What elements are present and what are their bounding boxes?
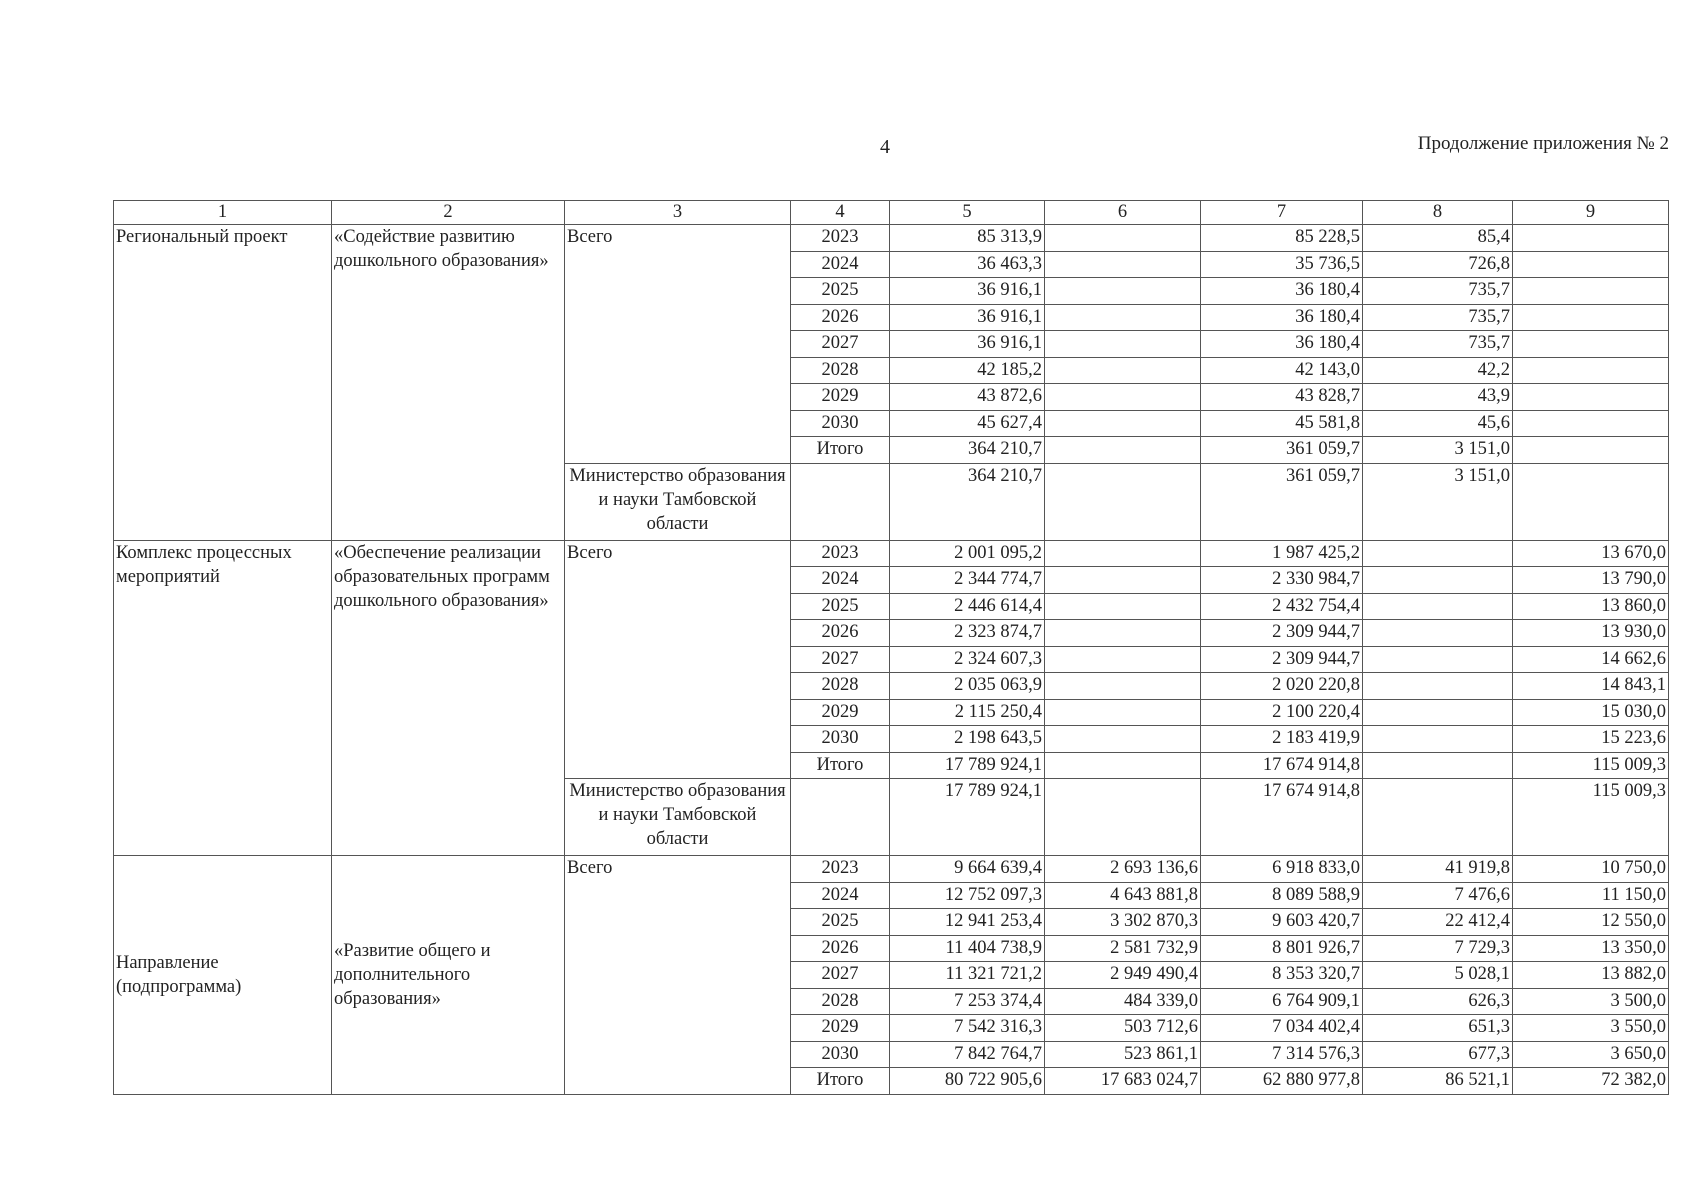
value-cell-c5: 364 210,7 [890, 437, 1045, 464]
year-cell: 2028 [791, 357, 890, 384]
year-cell: 2030 [791, 410, 890, 437]
value-cell-c5: 36 916,1 [890, 331, 1045, 358]
value-cell-c8: 86 521,1 [1363, 1068, 1513, 1095]
value-cell-c7: 8 089 588,9 [1201, 882, 1363, 909]
value-cell-c7: 2 309 944,7 [1201, 646, 1363, 673]
value-cell-c8: 42,2 [1363, 357, 1513, 384]
value-cell-c8 [1363, 699, 1513, 726]
value-cell-c7: 42 143,0 [1201, 357, 1363, 384]
value-cell-c9: 3 550,0 [1513, 1015, 1669, 1042]
value-cell-c7: 7 314 576,3 [1201, 1041, 1363, 1068]
value-cell-c8: 651,3 [1363, 1015, 1513, 1042]
value-cell-c9 [1513, 278, 1669, 305]
table-row [114, 225, 1669, 252]
value-cell-c8 [1363, 567, 1513, 594]
year-cell: 2030 [791, 726, 890, 753]
value-cell-c6 [1045, 437, 1201, 464]
value-cell-c6 [1045, 278, 1201, 305]
value-cell-c9 [1513, 437, 1669, 464]
value-cell-c6 [1045, 620, 1201, 647]
year-cell: 2029 [791, 699, 890, 726]
value-cell-c8: 85,4 [1363, 225, 1513, 252]
value-cell-c5: 43 872,6 [890, 384, 1045, 411]
value-cell-c9 [1513, 357, 1669, 384]
value-cell-c6: 2 581 732,9 [1045, 935, 1201, 962]
value-cell-c9: 14 662,6 [1513, 646, 1669, 673]
value-cell-c5: 42 185,2 [890, 357, 1045, 384]
value-cell-c9: 3 650,0 [1513, 1041, 1669, 1068]
value-cell-c5: 2 323 874,7 [890, 620, 1045, 647]
continuation-note: Продолжение приложения № 2 [1417, 133, 1669, 154]
value-cell-c6 [1045, 593, 1201, 620]
block-name: «Обеспечение реализации образовательных программ дошкольного образования» [332, 540, 565, 856]
value-cell-c7: 2 309 944,7 [1201, 620, 1363, 647]
value-cell-c5: 364 210,7 [890, 463, 1045, 540]
value-cell-c9: 72 382,0 [1513, 1068, 1669, 1095]
column-header: 5 [890, 201, 1045, 225]
value-cell-c8 [1363, 593, 1513, 620]
value-cell-c8: 45,6 [1363, 410, 1513, 437]
year-cell: 2029 [791, 1015, 890, 1042]
value-cell-c5: 7 253 374,4 [890, 988, 1045, 1015]
value-cell-c5: 9 664 639,4 [890, 856, 1045, 883]
year-cell: 2026 [791, 935, 890, 962]
column-header: 2 [332, 201, 565, 225]
value-cell-c5: 2 344 774,7 [890, 567, 1045, 594]
year-cell: 2030 [791, 1041, 890, 1068]
column-header: 3 [565, 201, 791, 225]
value-cell-c6 [1045, 225, 1201, 252]
value-cell-c7: 35 736,5 [1201, 251, 1363, 278]
value-cell-c6: 3 302 870,3 [1045, 909, 1201, 936]
value-cell-c6 [1045, 357, 1201, 384]
value-cell-c9: 13 670,0 [1513, 540, 1669, 567]
value-cell-c9 [1513, 331, 1669, 358]
value-cell-c5: 2 035 063,9 [890, 673, 1045, 700]
table-row [114, 540, 1669, 567]
value-cell-c8 [1363, 646, 1513, 673]
value-cell-c5: 2 198 643,5 [890, 726, 1045, 753]
value-cell-c9 [1513, 304, 1669, 331]
value-cell-c6 [1045, 699, 1201, 726]
value-cell-c6 [1045, 463, 1201, 540]
value-cell-c7: 2 330 984,7 [1201, 567, 1363, 594]
value-cell-c9: 13 350,0 [1513, 935, 1669, 962]
column-header: 6 [1045, 201, 1201, 225]
org-name: Министерство образования и науки Тамбовской области [565, 779, 791, 856]
value-cell-c7: 2 183 419,9 [1201, 726, 1363, 753]
value-cell-c5: 2 446 614,4 [890, 593, 1045, 620]
column-header: 7 [1201, 201, 1363, 225]
value-cell-c7: 36 180,4 [1201, 331, 1363, 358]
value-cell-c5: 17 789 924,1 [890, 779, 1045, 856]
value-cell-c8 [1363, 779, 1513, 856]
year-cell: 2024 [791, 251, 890, 278]
value-cell-c9: 13 790,0 [1513, 567, 1669, 594]
block-type: Комплекс процессных мероприятий [114, 540, 332, 856]
value-cell-c7: 361 059,7 [1201, 437, 1363, 464]
value-cell-c8: 626,3 [1363, 988, 1513, 1015]
column-header: 8 [1363, 201, 1513, 225]
block-name: «Развитие общего и дополнительного образования» [332, 856, 565, 1095]
block-name: «Содействие развитию дошкольного образования» [332, 225, 565, 541]
value-cell-c5: 12 752 097,3 [890, 882, 1045, 909]
value-cell-c9: 13 882,0 [1513, 962, 1669, 989]
value-cell-c8: 726,8 [1363, 251, 1513, 278]
year-cell: 2025 [791, 909, 890, 936]
year-cell: 2023 [791, 540, 890, 567]
value-cell-c6 [1045, 304, 1201, 331]
total-label: Всего [565, 540, 791, 779]
value-cell-c6: 523 861,1 [1045, 1041, 1201, 1068]
value-cell-c9: 13 930,0 [1513, 620, 1669, 647]
value-cell-c9 [1513, 384, 1669, 411]
funding-table [113, 200, 1669, 1095]
value-cell-c6 [1045, 410, 1201, 437]
value-cell-c8 [1363, 540, 1513, 567]
value-cell-c9 [1513, 463, 1669, 540]
year-cell: 2027 [791, 331, 890, 358]
value-cell-c6: 2 693 136,6 [1045, 856, 1201, 883]
value-cell-c6 [1045, 779, 1201, 856]
year-cell: 2025 [791, 593, 890, 620]
year-cell: Итого [791, 437, 890, 464]
value-cell-c9: 115 009,3 [1513, 752, 1669, 779]
value-cell-c5: 7 842 764,7 [890, 1041, 1045, 1068]
value-cell-c6 [1045, 567, 1201, 594]
year-cell: 2026 [791, 620, 890, 647]
value-cell-c9: 12 550,0 [1513, 909, 1669, 936]
value-cell-c9: 3 500,0 [1513, 988, 1669, 1015]
value-cell-c6: 2 949 490,4 [1045, 962, 1201, 989]
value-cell-c6: 17 683 024,7 [1045, 1068, 1201, 1095]
value-cell-c5: 85 313,9 [890, 225, 1045, 252]
value-cell-c6 [1045, 673, 1201, 700]
value-cell-c7: 17 674 914,8 [1201, 752, 1363, 779]
value-cell-c5: 36 916,1 [890, 304, 1045, 331]
year-cell: 2023 [791, 225, 890, 252]
value-cell-c8: 7 729,3 [1363, 935, 1513, 962]
year-cell: 2025 [791, 278, 890, 305]
value-cell-c8: 7 476,6 [1363, 882, 1513, 909]
value-cell-c6 [1045, 726, 1201, 753]
header-row [114, 201, 1669, 225]
value-cell-c7: 45 581,8 [1201, 410, 1363, 437]
year-cell: 2023 [791, 856, 890, 883]
value-cell-c7: 9 603 420,7 [1201, 909, 1363, 936]
year-cell: 2024 [791, 567, 890, 594]
value-cell-c6 [1045, 646, 1201, 673]
value-cell-c7: 361 059,7 [1201, 463, 1363, 540]
year-cell: 2026 [791, 304, 890, 331]
column-header: 4 [791, 201, 890, 225]
value-cell-c9 [1513, 225, 1669, 252]
year-cell [791, 463, 890, 540]
value-cell-c8: 22 412,4 [1363, 909, 1513, 936]
value-cell-c8: 735,7 [1363, 331, 1513, 358]
block-type: Региональный проект [114, 225, 332, 541]
value-cell-c9: 10 750,0 [1513, 856, 1669, 883]
value-cell-c7: 62 880 977,8 [1201, 1068, 1363, 1095]
year-cell: Итого [791, 1068, 890, 1095]
value-cell-c9: 14 843,1 [1513, 673, 1669, 700]
value-cell-c7: 2 020 220,8 [1201, 673, 1363, 700]
total-label: Всего [565, 225, 791, 464]
value-cell-c5: 45 627,4 [890, 410, 1045, 437]
value-cell-c7: 6 918 833,0 [1201, 856, 1363, 883]
year-cell: 2028 [791, 673, 890, 700]
page-number: 4 [880, 136, 890, 158]
value-cell-c7: 85 228,5 [1201, 225, 1363, 252]
value-cell-c6 [1045, 384, 1201, 411]
value-cell-c6 [1045, 540, 1201, 567]
year-cell: 2029 [791, 384, 890, 411]
year-cell: 2028 [791, 988, 890, 1015]
year-cell: Итого [791, 752, 890, 779]
value-cell-c8: 3 151,0 [1363, 463, 1513, 540]
total-label: Всего [565, 856, 791, 1095]
value-cell-c7: 6 764 909,1 [1201, 988, 1363, 1015]
value-cell-c7: 7 034 402,4 [1201, 1015, 1363, 1042]
value-cell-c8 [1363, 673, 1513, 700]
block-type: Направление (подпрограмма) [114, 856, 332, 1095]
value-cell-c7: 8 353 320,7 [1201, 962, 1363, 989]
value-cell-c5: 11 404 738,9 [890, 935, 1045, 962]
value-cell-c7: 36 180,4 [1201, 278, 1363, 305]
value-cell-c5: 80 722 905,6 [890, 1068, 1045, 1095]
value-cell-c8 [1363, 752, 1513, 779]
value-cell-c8: 5 028,1 [1363, 962, 1513, 989]
value-cell-c9: 13 860,0 [1513, 593, 1669, 620]
value-cell-c5: 2 001 095,2 [890, 540, 1045, 567]
value-cell-c8: 735,7 [1363, 278, 1513, 305]
value-cell-c5: 36 916,1 [890, 278, 1045, 305]
value-cell-c7: 1 987 425,2 [1201, 540, 1363, 567]
value-cell-c6 [1045, 752, 1201, 779]
year-cell [791, 779, 890, 856]
value-cell-c7: 36 180,4 [1201, 304, 1363, 331]
value-cell-c5: 2 324 607,3 [890, 646, 1045, 673]
value-cell-c5: 12 941 253,4 [890, 909, 1045, 936]
value-cell-c9: 11 150,0 [1513, 882, 1669, 909]
value-cell-c9 [1513, 251, 1669, 278]
value-cell-c8: 677,3 [1363, 1041, 1513, 1068]
value-cell-c6: 484 339,0 [1045, 988, 1201, 1015]
value-cell-c8: 3 151,0 [1363, 437, 1513, 464]
org-name: Министерство образования и науки Тамбовской области [565, 463, 791, 540]
value-cell-c5: 36 463,3 [890, 251, 1045, 278]
value-cell-c5: 17 789 924,1 [890, 752, 1045, 779]
value-cell-c9: 15 030,0 [1513, 699, 1669, 726]
value-cell-c9 [1513, 410, 1669, 437]
year-cell: 2027 [791, 962, 890, 989]
value-cell-c7: 2 100 220,4 [1201, 699, 1363, 726]
column-header: 1 [114, 201, 332, 225]
value-cell-c5: 11 321 721,2 [890, 962, 1045, 989]
value-cell-c8: 41 919,8 [1363, 856, 1513, 883]
value-cell-c6 [1045, 331, 1201, 358]
value-cell-c5: 7 542 316,3 [890, 1015, 1045, 1042]
value-cell-c6: 4 643 881,8 [1045, 882, 1201, 909]
value-cell-c7: 17 674 914,8 [1201, 779, 1363, 856]
value-cell-c7: 43 828,7 [1201, 384, 1363, 411]
year-cell: 2024 [791, 882, 890, 909]
value-cell-c7: 8 801 926,7 [1201, 935, 1363, 962]
value-cell-c7: 2 432 754,4 [1201, 593, 1363, 620]
value-cell-c6 [1045, 251, 1201, 278]
year-cell: 2027 [791, 646, 890, 673]
value-cell-c9: 115 009,3 [1513, 779, 1669, 856]
value-cell-c8: 43,9 [1363, 384, 1513, 411]
value-cell-c5: 2 115 250,4 [890, 699, 1045, 726]
value-cell-c8 [1363, 726, 1513, 753]
value-cell-c8: 735,7 [1363, 304, 1513, 331]
table-row [114, 856, 1669, 883]
column-header: 9 [1513, 201, 1669, 225]
value-cell-c6: 503 712,6 [1045, 1015, 1201, 1042]
value-cell-c8 [1363, 620, 1513, 647]
value-cell-c9: 15 223,6 [1513, 726, 1669, 753]
